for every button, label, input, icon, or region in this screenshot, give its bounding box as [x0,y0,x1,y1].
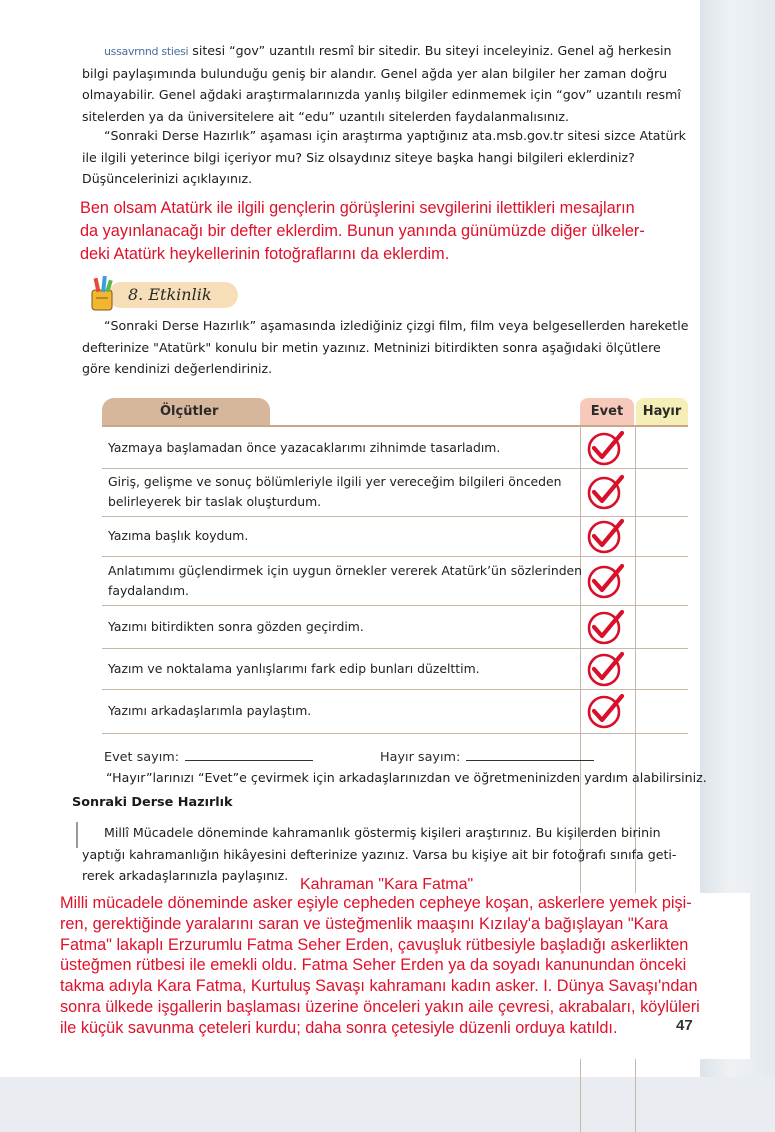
no-cell[interactable] [636,605,688,648]
criterion-line: belirleyerek bir taslak oluşturdum. [108,494,322,509]
yes-cell[interactable] [581,556,635,605]
table-row [102,427,688,469]
criterion-line: Yazıma başlık koydum. [108,528,249,543]
criterion-line: faydalandım. [108,583,189,598]
activity-line: göre kendinizi değerlendiriniz. [82,361,273,376]
answer-line: da yayınlanacağı bir defter eklerdim. Bunun yanında günümüzde diğer ülkeler- [80,222,645,240]
table-row [102,468,688,517]
table-row [102,689,688,734]
criteria-header: Ölçütler [102,398,270,426]
check-icon [584,650,628,688]
question-line: “Sonraki Derse Hazırlık” aşaması için araştırma yaptığınız ata.msb.gov.tr sitesi sizce Atatürk [104,128,686,143]
yes-cell[interactable] [581,468,635,516]
table-row [102,556,688,606]
blurred-fragment: ussavrnnd stiesi [104,45,189,58]
story-line: sonra ülkede işgallerin başlaması üzerine önceleri yakın aile çevresi, akrabaları, köylüleri [60,997,700,1016]
criterion-text [108,617,578,637]
next-lesson-line: Millî Mücadele döneminde kahramanlık göstermiş kişileri araştırınız. Bu kişilerden birinin [104,825,661,840]
intro-line: sitelerden ya da üniversitelere ait “edu” uzantılı sitelerden faydalanmalısınız. [82,108,570,124]
question-line: Düşüncelerinizi açıklayınız. [82,171,253,186]
activity-line: defterinize "Atatürk" konulu bir metin yazınız. Metninizi bitirdikten sonra aşağıdaki ölçütlere [82,339,661,355]
activity-title: 8. Etkinlik [128,285,212,304]
check-icon [584,473,628,511]
next-lesson-line: rerek arkadaşlarınızla paylaşınız. [82,868,289,883]
criterion-line: Anlatımımı güçlendirmek için uygun örnekler vererek Atatürk’ün sözlerinden [108,563,583,578]
next-lesson-line: yaptığı kahramanlığın hikâyesini defterinize yazınız. Varsa bu kişiye ait bir fotoğrafı sınıfa geti- [82,846,677,862]
check-icon [584,692,628,730]
question-line: ile ilgili yeterince bilgi içeriyor mu? Siz olsaydınız siteye başka hangi bilgileri eklerdiniz? [82,149,635,165]
criterion-text [108,526,578,546]
no-cell[interactable] [636,427,688,468]
no-cell[interactable] [636,689,688,733]
intro-line: olmayabilir. Genel ağdaki araştırmalarınızda yanlış bilgiler edinmemek için “gov” uzantılı resmî [82,87,681,102]
yes-header: Evet [580,398,634,426]
table-row [102,605,688,649]
yes-cell[interactable] [581,689,635,733]
story-line: takma adıyla Kara Fatma, Kurtuluş Savaşı kahramanı kadın asker. I. Dünya Savaşı'ndan [60,977,698,996]
story-text [60,893,750,1059]
intro-line: ussavrnnd stiesi sitesi “gov” uzantılı resmî bir sitedir. Bu siteyi inceleyiniz. Genel ağ herkesin [104,43,672,58]
check-icon [584,562,628,600]
criterion-text [108,438,578,458]
no-cell[interactable] [636,468,688,516]
story-line: Fatma" lakaplı Erzurumlu Fatma Seher Erden, çavuşluk rütbesiyle başladığı askerlikten [60,935,689,954]
yes-cell[interactable] [581,516,635,556]
activity-instructions [82,315,689,380]
answer-text [80,197,700,266]
check-icon [584,608,628,646]
no-count: Hayır sayım: [380,748,594,765]
activity-header [86,276,246,312]
no-cell[interactable] [636,556,688,605]
story-line: ile küçük savunma çeteleri kurdu; daha sonra çetesiyle düzenli orduya katıldı. [60,1018,618,1037]
intro-line: bilgi paylaşımında bulunduğu geniş bir alandır. Genel ağda yer alan bilgiler her zaman doğru [82,65,668,81]
table-row [102,648,688,690]
no-count-blank[interactable] [466,748,594,761]
story-title: Kahraman "Kara Fatma" [300,876,474,893]
intro-paragraph [82,40,682,127]
check-icon [584,429,628,467]
no-cell[interactable] [636,516,688,556]
criterion-text [108,561,583,601]
story-line: ren, gerektiğinde yaralarını saran ve üsteğmenlik maaşını Kızılay'a bağışlayan "Kara [60,914,668,933]
answer-line: Ben olsam Atatürk ile ilgili gençlerin görüşlerini sevgilerini ilettikleri mesajların [80,199,635,217]
criterion-text [108,701,578,721]
yes-cell[interactable] [581,605,635,648]
yes-count: Evet sayım: [104,748,313,765]
answer-line: deki Atatürk heykellerinin fotoğraflarını da eklerdim. [80,245,450,263]
page-number: 47 [676,1017,693,1034]
story-line: üsteğmen rütbesi ile emekli oldu. Fatma Seher Erden ya da soyadı kanunundan önceki [60,956,687,975]
criterion-line: Giriş, gelişme ve sonuç bölümleriyle ilgili yer vereceğim bilgileri önceden [108,474,562,489]
pencil-cup-icon [86,276,126,312]
criterion-line: Yazımı bitirdikten sonra gözden geçirdim. [108,619,364,634]
no-header: Hayır [636,398,688,426]
yes-cell[interactable] [581,648,635,689]
criterion-line: Yazımı arkadaşlarımla paylaştım. [108,703,312,718]
criterion-text [108,472,578,512]
criterion-line: Yazım ve noktalama yanlışlarımı fark edip bunları düzelttim. [108,661,480,676]
table-row [102,516,688,557]
help-note: “Hayır”larınızı “Evet”e çevirmek için arkadaşlarınızdan ve öğretmeninizden yardım alabilirsiniz. [106,770,707,785]
story-line: Milli mücadele döneminde asker eşiyle cepheden cepheye koşan, askerlere yemek pişi- [60,894,692,912]
next-lesson-heading: Sonraki Derse Hazırlık [72,795,237,810]
activity-line: “Sonraki Derse Hazırlık” aşamasında izlediğiniz çizgi film, film veya belgesellerden hareketle [104,318,689,333]
no-cell[interactable] [636,648,688,689]
criterion-line: Yazmaya başlamadan önce yazacaklarımı zihnimde tasarladım. [108,440,501,455]
margin-bracket [76,822,78,848]
check-icon [584,517,628,555]
yes-count-blank[interactable] [185,748,313,761]
criterion-text [108,659,578,679]
question-paragraph [82,125,686,190]
yes-cell[interactable] [581,427,635,468]
